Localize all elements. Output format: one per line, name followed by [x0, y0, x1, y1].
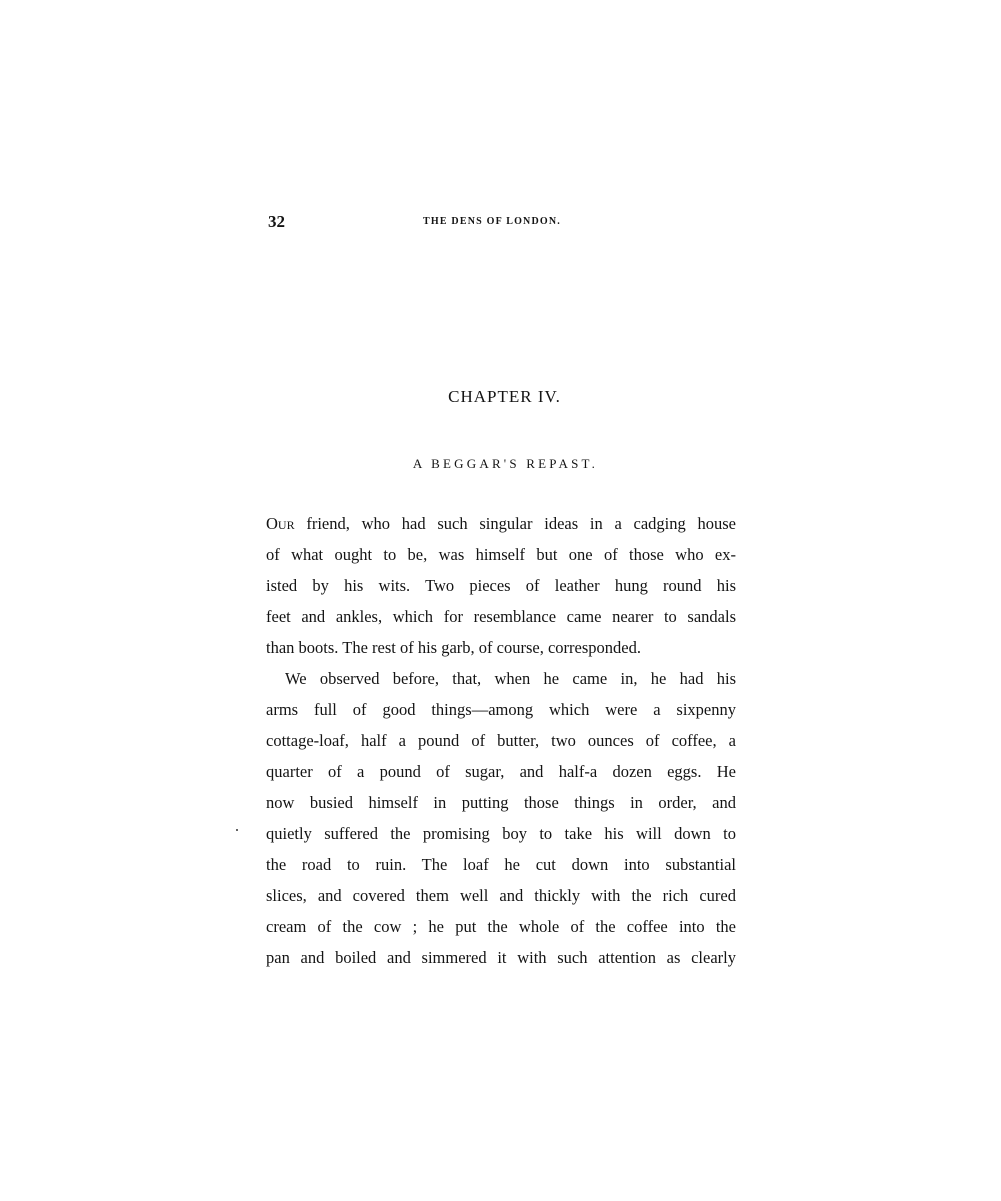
text-line: [266, 508, 736, 539]
text-line: quietly suffered the promising boy to take his will down to: [266, 824, 736, 843]
first-word: Our: [266, 514, 295, 533]
ink-speck: [236, 829, 238, 831]
text-line: now busied himself in putting those things in order, and: [266, 793, 736, 812]
page-number: 32: [268, 212, 285, 231]
text-line: slices, and covered them well and thickly with the rich cured: [266, 886, 736, 905]
text-line-content: friend, who had such singular ideas in a cadging house: [294, 514, 736, 533]
running-head: [268, 212, 738, 234]
text-line: feet and ankles, which for resemblance came nearer to sandals: [266, 607, 736, 626]
text-line: pan and boiled and simmered it with such attention as clearly: [266, 948, 736, 967]
chapter-title-text: A BEGGAR'S REPAST.: [412, 456, 599, 471]
text-line: quarter of a pound of sugar, and half-a dozen eggs. He: [266, 762, 736, 781]
running-title: THE DENS OF LONDON.: [423, 216, 562, 227]
chapter-heading: [0, 387, 1001, 407]
text-line: of what ought to be, was himself but one of those who ex-: [266, 545, 736, 564]
text-line: arms full of good things—among which were a sixpenny: [266, 700, 736, 719]
text-line: than boots. The rest of his garb, of course, corresponded.: [266, 638, 641, 657]
text-line: cottage-loaf, half a pound of butter, two ounces of coffee, a: [266, 731, 736, 750]
text-line: cream of the cow ; he put the whole of the coffee into the: [266, 917, 736, 936]
text-line: isted by his wits. Two pieces of leather hung round his: [266, 576, 736, 595]
text-line: the road to ruin. The loaf he cut down into substantial: [266, 855, 736, 874]
chapter-title: [0, 455, 1001, 473]
text-line: We observed before, that, when he came in, he had his: [285, 669, 736, 688]
chapter-number: CHAPTER IV.: [448, 387, 561, 406]
body-text: [266, 508, 736, 973]
